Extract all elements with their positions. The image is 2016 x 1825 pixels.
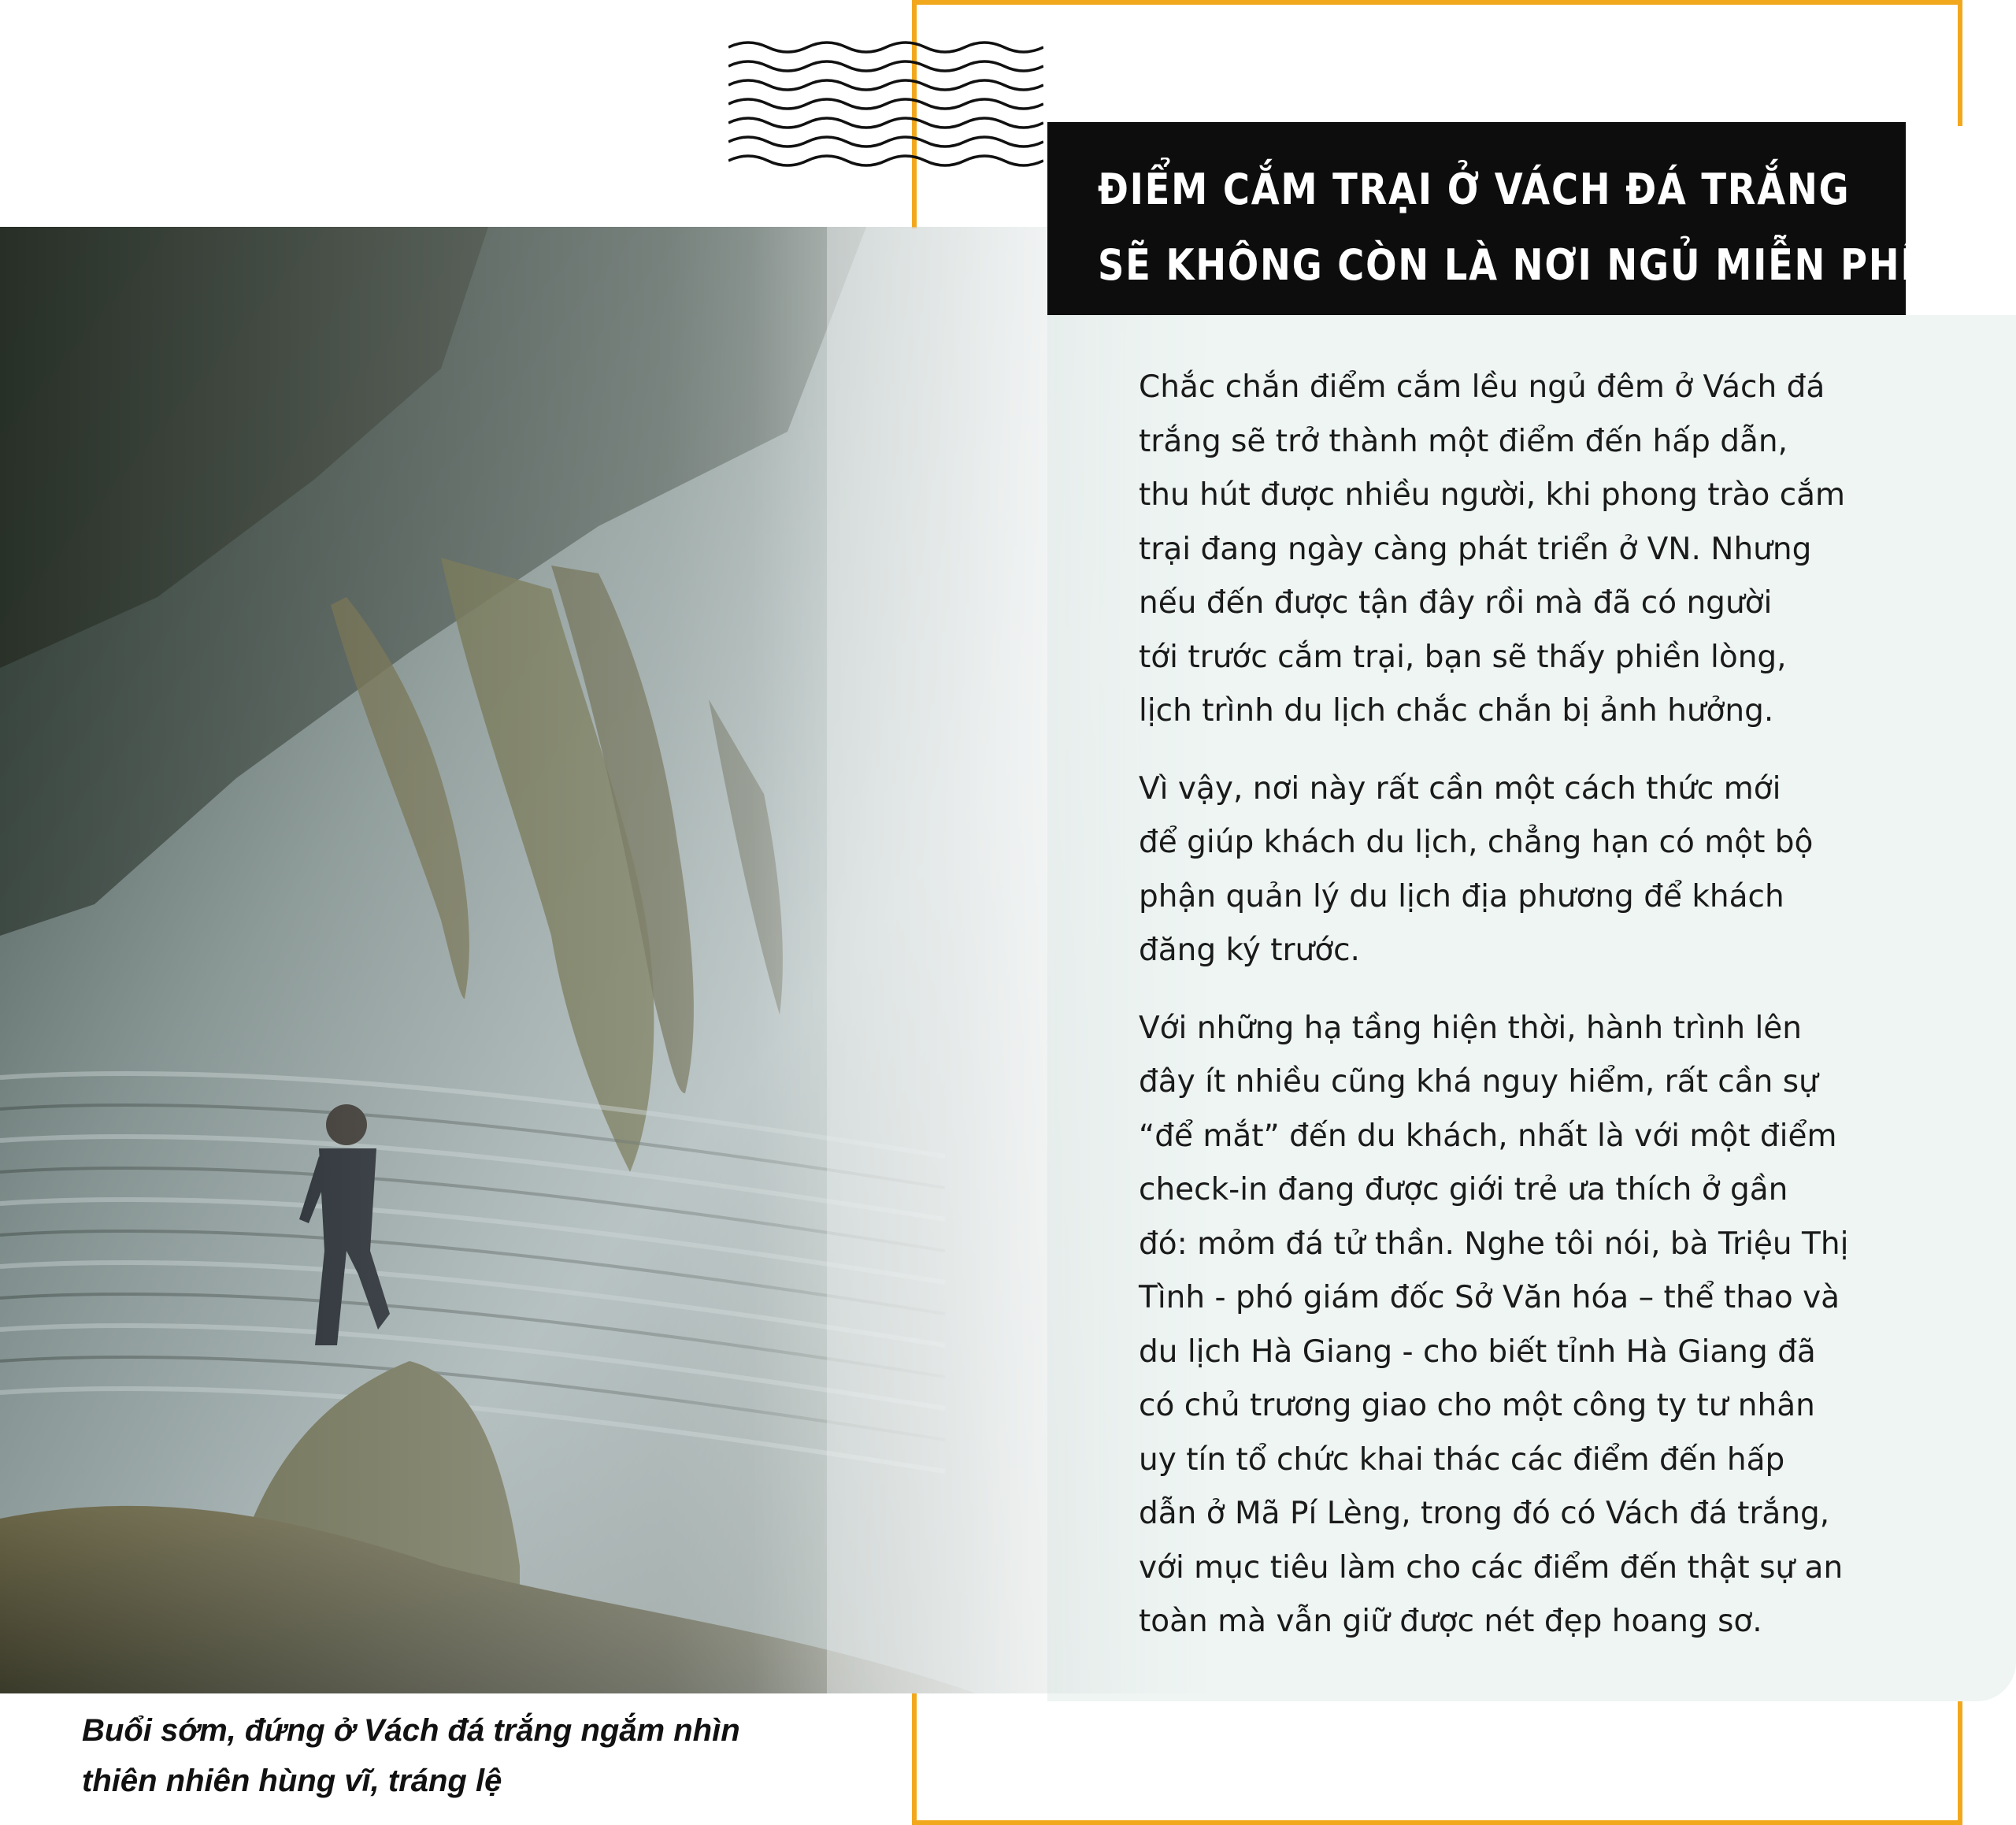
text-line: toàn mà vẫn giữ được nét đẹp hoang sơ.: [1139, 1604, 1762, 1639]
text-line: đó: mỏm đá tử thần. Nghe tôi nói, bà Triệu Thị: [1139, 1226, 1849, 1262]
text-line: trắng sẽ trở thành một điểm đến hấp dẫn,: [1139, 423, 1788, 459]
caption-line: Buổi sớm, đứng ở Vách đá trắng ngắm nhìn: [82, 1713, 740, 1748]
text-line: với mục tiêu làm cho các điểm đến thật sự an: [1139, 1549, 1844, 1586]
text-line: du lịch Hà Giang - cho biết tỉnh Hà Giang đã: [1139, 1334, 1816, 1370]
text-line: có chủ trương giao cho một công ty tư nhân: [1139, 1388, 1815, 1423]
photo-caption: [82, 1705, 869, 1806]
frame-line-right-bottom: [1958, 1693, 1962, 1825]
text-line: Với những hạ tầng hiện thời, hành trình lên: [1139, 1010, 1803, 1046]
text-line: thu hút được nhiều người, khi phong trào cắm: [1139, 477, 1846, 513]
text-line: tới trước cắm trại, bạn sẽ thấy phiền lòng,: [1139, 639, 1787, 675]
text-line: nếu đến được tận đây rồi mà đã có người: [1139, 585, 1773, 621]
text-line: đăng ký trước.: [1139, 933, 1360, 968]
headline: [1047, 122, 1916, 315]
text-line: Vì vậy, nơi này rất cần một cách thức mới: [1139, 770, 1781, 807]
paragraph: [1139, 1002, 1973, 1649]
article-body: [1139, 361, 1973, 1673]
caption-line: thiên nhiên hùng vĩ, tráng lệ: [82, 1764, 502, 1798]
frame-line-left-bottom: [912, 1693, 917, 1825]
wave-lines-icon: [728, 41, 1043, 179]
cliff-photo: [0, 227, 1213, 1693]
frame-line-bottom: [912, 1820, 1962, 1825]
text-line: Tình - phó giám đốc Sở Văn hóa – thể thao và: [1139, 1280, 1840, 1315]
text-line: Chắc chắn điểm cắm lều ngủ đêm ở Vách đá: [1139, 369, 1825, 405]
text-line: dẫn ở Mã Pí Lèng, trong đó có Vách đá trắng,: [1139, 1496, 1830, 1531]
text-line: để giúp khách du lịch, chẳng hạn có một bộ: [1139, 825, 1814, 860]
headline-line: ĐIỂM CẮM TRẠI Ở VÁCH ĐÁ TRẮNG: [1098, 165, 1851, 214]
text-line: uy tín tổ chức khai thác các điểm đến hấp: [1139, 1441, 1785, 1478]
text-line: đây ít nhiều cũng khá nguy hiểm, rất cần sự: [1139, 1064, 1818, 1100]
paragraph: [1139, 762, 1973, 978]
text-line: trại đang ngày càng phát triển ở VN. Nhưng: [1139, 531, 1812, 567]
frame-line-top: [912, 0, 1962, 5]
frame-line-right: [1958, 0, 1962, 126]
text-line: phận quản lý du lịch địa phương để khách: [1139, 878, 1784, 914]
text-line: lịch trình du lịch chắc chắn bị ảnh hưởng.: [1139, 693, 1774, 729]
paragraph: [1139, 361, 1973, 739]
text-line: check-in đang được giới trẻ ưa thích ở gần: [1139, 1172, 1788, 1207]
headline-line: SẼ KHÔNG CÒN LÀ NƠI NGỦ MIỄN PHÍ: [1098, 240, 1916, 290]
text-line: “để mắt” đến du khách, nhất là với một điểm: [1139, 1118, 1837, 1154]
